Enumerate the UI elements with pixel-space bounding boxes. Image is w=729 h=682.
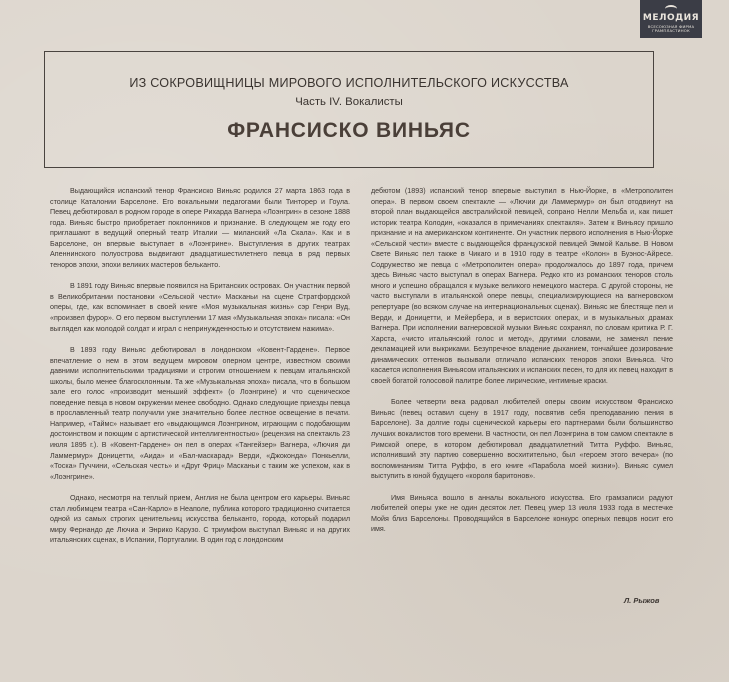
melodiya-logo-mark — [665, 5, 677, 13]
paragraph: Однако, несмотря на теплый прием, Англия не была центром его карьеры. Виньяс стал любимцем театра «Сан-Карло» в Неаполе, публика которого традиционно считается одной из самых строгих ценительниц искусства бельканто, города, который подарил миру Фернандо де Лючиа и Энрико Карузо. С триумфом выступал Виньяс и на других итальянских сценах, в Испании, Португалии. В один год с лондонским — [50, 494, 350, 545]
artist-name: ФРАНСИСКО ВИНЬЯС — [227, 119, 471, 142]
paragraph: дебютом (1893) испанский тенор впервые выступил в Нью-Йорке, в «Метрополитен опера». В первом своем спектакле — «Лючии ди Ламмермур» он был отодвинут на второй план выдающейся австралийской певицей, сопрано Нелли Мельба и, как пишет историк театра Колодин, «оказался в примечаниях спектакля». Затем к Виньясу пришло признание и на американском континенте. Он участник первого исполнения в Нью-Йорке «Сельской чести» вместе с выдающейся французской певицей Эммой Кальве. В Новом Свете Виньяс пел также в Чикаго и в 1910 году в театре «Колон» в Буэнос-Айресе. Содружество же певца с «Метрополитен опера» продолжалось до 1897 года, причем здесь Виньяс часто выступал в операх Вагнера. Редко кто из романских теноров столь много и успешно обращался к музыке великого немецкого мастера. С другой стороны, не часто выступали в итальянской опере певцы, специализирующиеся на вагнеровском репертуаре (во всяком случае на интернациональных сценах). Виньяс же блестяще пел и Верди, и Доницетти, и Мейербера, и в веристских операх, и в музыкальных драмах Вагнера. При исполнении вагнеровской музыки Виньяс сохранял, по словам критика Р. Г. Харста, «чисто итальянский голос и метод», другими словами, не заменял пение декламацией или выкриками. Безупречное владение дыханием, тончайшее дозирование динамических оттенков вызывали отличало испанских теноров эпохи Виньяса. Что касается исполнения Виньясом итальянских и испанских песен, то для их певец находит в своей богатой голосовой палитре более лирические, интимные краски. — [371, 187, 673, 385]
paragraph: Имя Виньяса вошло в анналы вокального искусства. Его грамзаписи радуют любителей оперы уже не один десяток лет. Певец умер 13 июля 1933 года в местечке Мойя близ Барселоны. Проводящийся в Барселоне конкурс оперных певцов носит его имя. — [371, 493, 673, 534]
paragraph: Выдающийся испанский тенор Франсиско Виньяс родился 27 марта 1863 года в столице Каталонии Барселоне. Его вокальными педагогами были Тинторер и Гоула. Певец дебютировал в родном городе в опере Рихарда Вагнера «Лоэнгрин» в сезоне 1888 года. Виньяс быстро приобретает поклонников и признание. В следующем же году его приглашают в ведущий оперный театр Италии — миланский «Ла Скала». Как и в Барселоне, он впервые выступает в «Лоэнгрине». Выступления в других театрах Апеннинского полуострова выдвигают двадцатишестилетнего певца в ряд первых теноров эпохи, эпохи великих мастеров бельканто. — [50, 187, 350, 269]
paragraph: В 1891 году Виньяс впервые появился на Британских островах. Он участник первой в Великобритании постановки «Сельской чести» Масканьи на сцене Стратфордской оперы, где, как вспоминает в своей книге «Моя музыкальная жизнь» сэр Генри Вуд, «произвел фурор». О его первом выступлении 17 мая «Музыкальная эпоха» писала: «Он выглядел как молодой солдат и играл с непринужденностью и отсутствием нажима». — [50, 282, 350, 333]
logo-subtitle: ВСЕСОЮЗНАЯ ФИРМА ГРАМПЛАСТИНОК — [647, 23, 695, 33]
paragraph: Более четверти века радовал любителей оперы своим искусством Франсиско Виньяс (певец оставил сцену в 1917 году, посвятив себя преподаванию пения в Барселоне). За долгие годы сценической карьеры его партнерами были большинство лучших вокалистов того времени. В частности, он пел Лоэнгрина в том самом спектакле в Римской опере, в котором дебютировал двадцатилетний Титта Руффо. Виньяс, исполнивший эту партию совершенно восхитительно, был «героем этого вечера» (по воспоминаниям Титта Руффо, в его книге «Парабола моей жизни»). Виньяс сумел выступить в юной будущего «короля баритонов». — [371, 398, 673, 481]
part-title: Часть IV. Вокалисты — [295, 96, 403, 108]
author-signature: Л. Рыжов — [624, 596, 660, 605]
paragraph: В 1893 году Виньяс дебютировал в лондонском «Ковент-Гардене». Первое впечатление о нем в этом ведущем мировом оперном центре, известном своими давними исполнительскими традициями и строгим отношением к певцам итальянской школы, было менее благосклонным. Та же «Музыкальная эпоха» писала, что в большом зале его голос «производит меньший эффект» (о Лоэнгрине) и что сценическое поведение певца в новом окружении менее свободно. Однако следующие приезды певца в прославленный театр получили уже значительно более лестное освещение в печати. Например, «Таймс» называет его «выдающимся Лоэнгрином, играющим с подобающим достоинством и поющим с артистической интеллигентностью» (рецензия на спектакль 23 июля 1895 г.). В «Ковент-Гардене» он пел в операх «Тангейзер» Вагнера, «Лючия ди Ламмермур» Доницетти, «Аида» и «Бал-маскарад» Верди, «Джоконда» Понкьелли, «Тоска» Пуччини, «Сельская честь» и «Друг Фриц» Масканьи с таким же успехом, как в «Лоэнгрине». — [50, 346, 350, 481]
right-column — [371, 186, 673, 546]
series-title: ИЗ СОКРОВИЩНИЦЫ МИРОВОГО ИСПОЛНИТЕЛЬСКОГО ИСКУССТВА — [129, 76, 569, 90]
title-box — [44, 51, 654, 168]
logo-name: МЕЛОДИЯ — [642, 12, 700, 23]
left-column — [50, 186, 350, 557]
melodiya-logo — [640, 0, 702, 38]
